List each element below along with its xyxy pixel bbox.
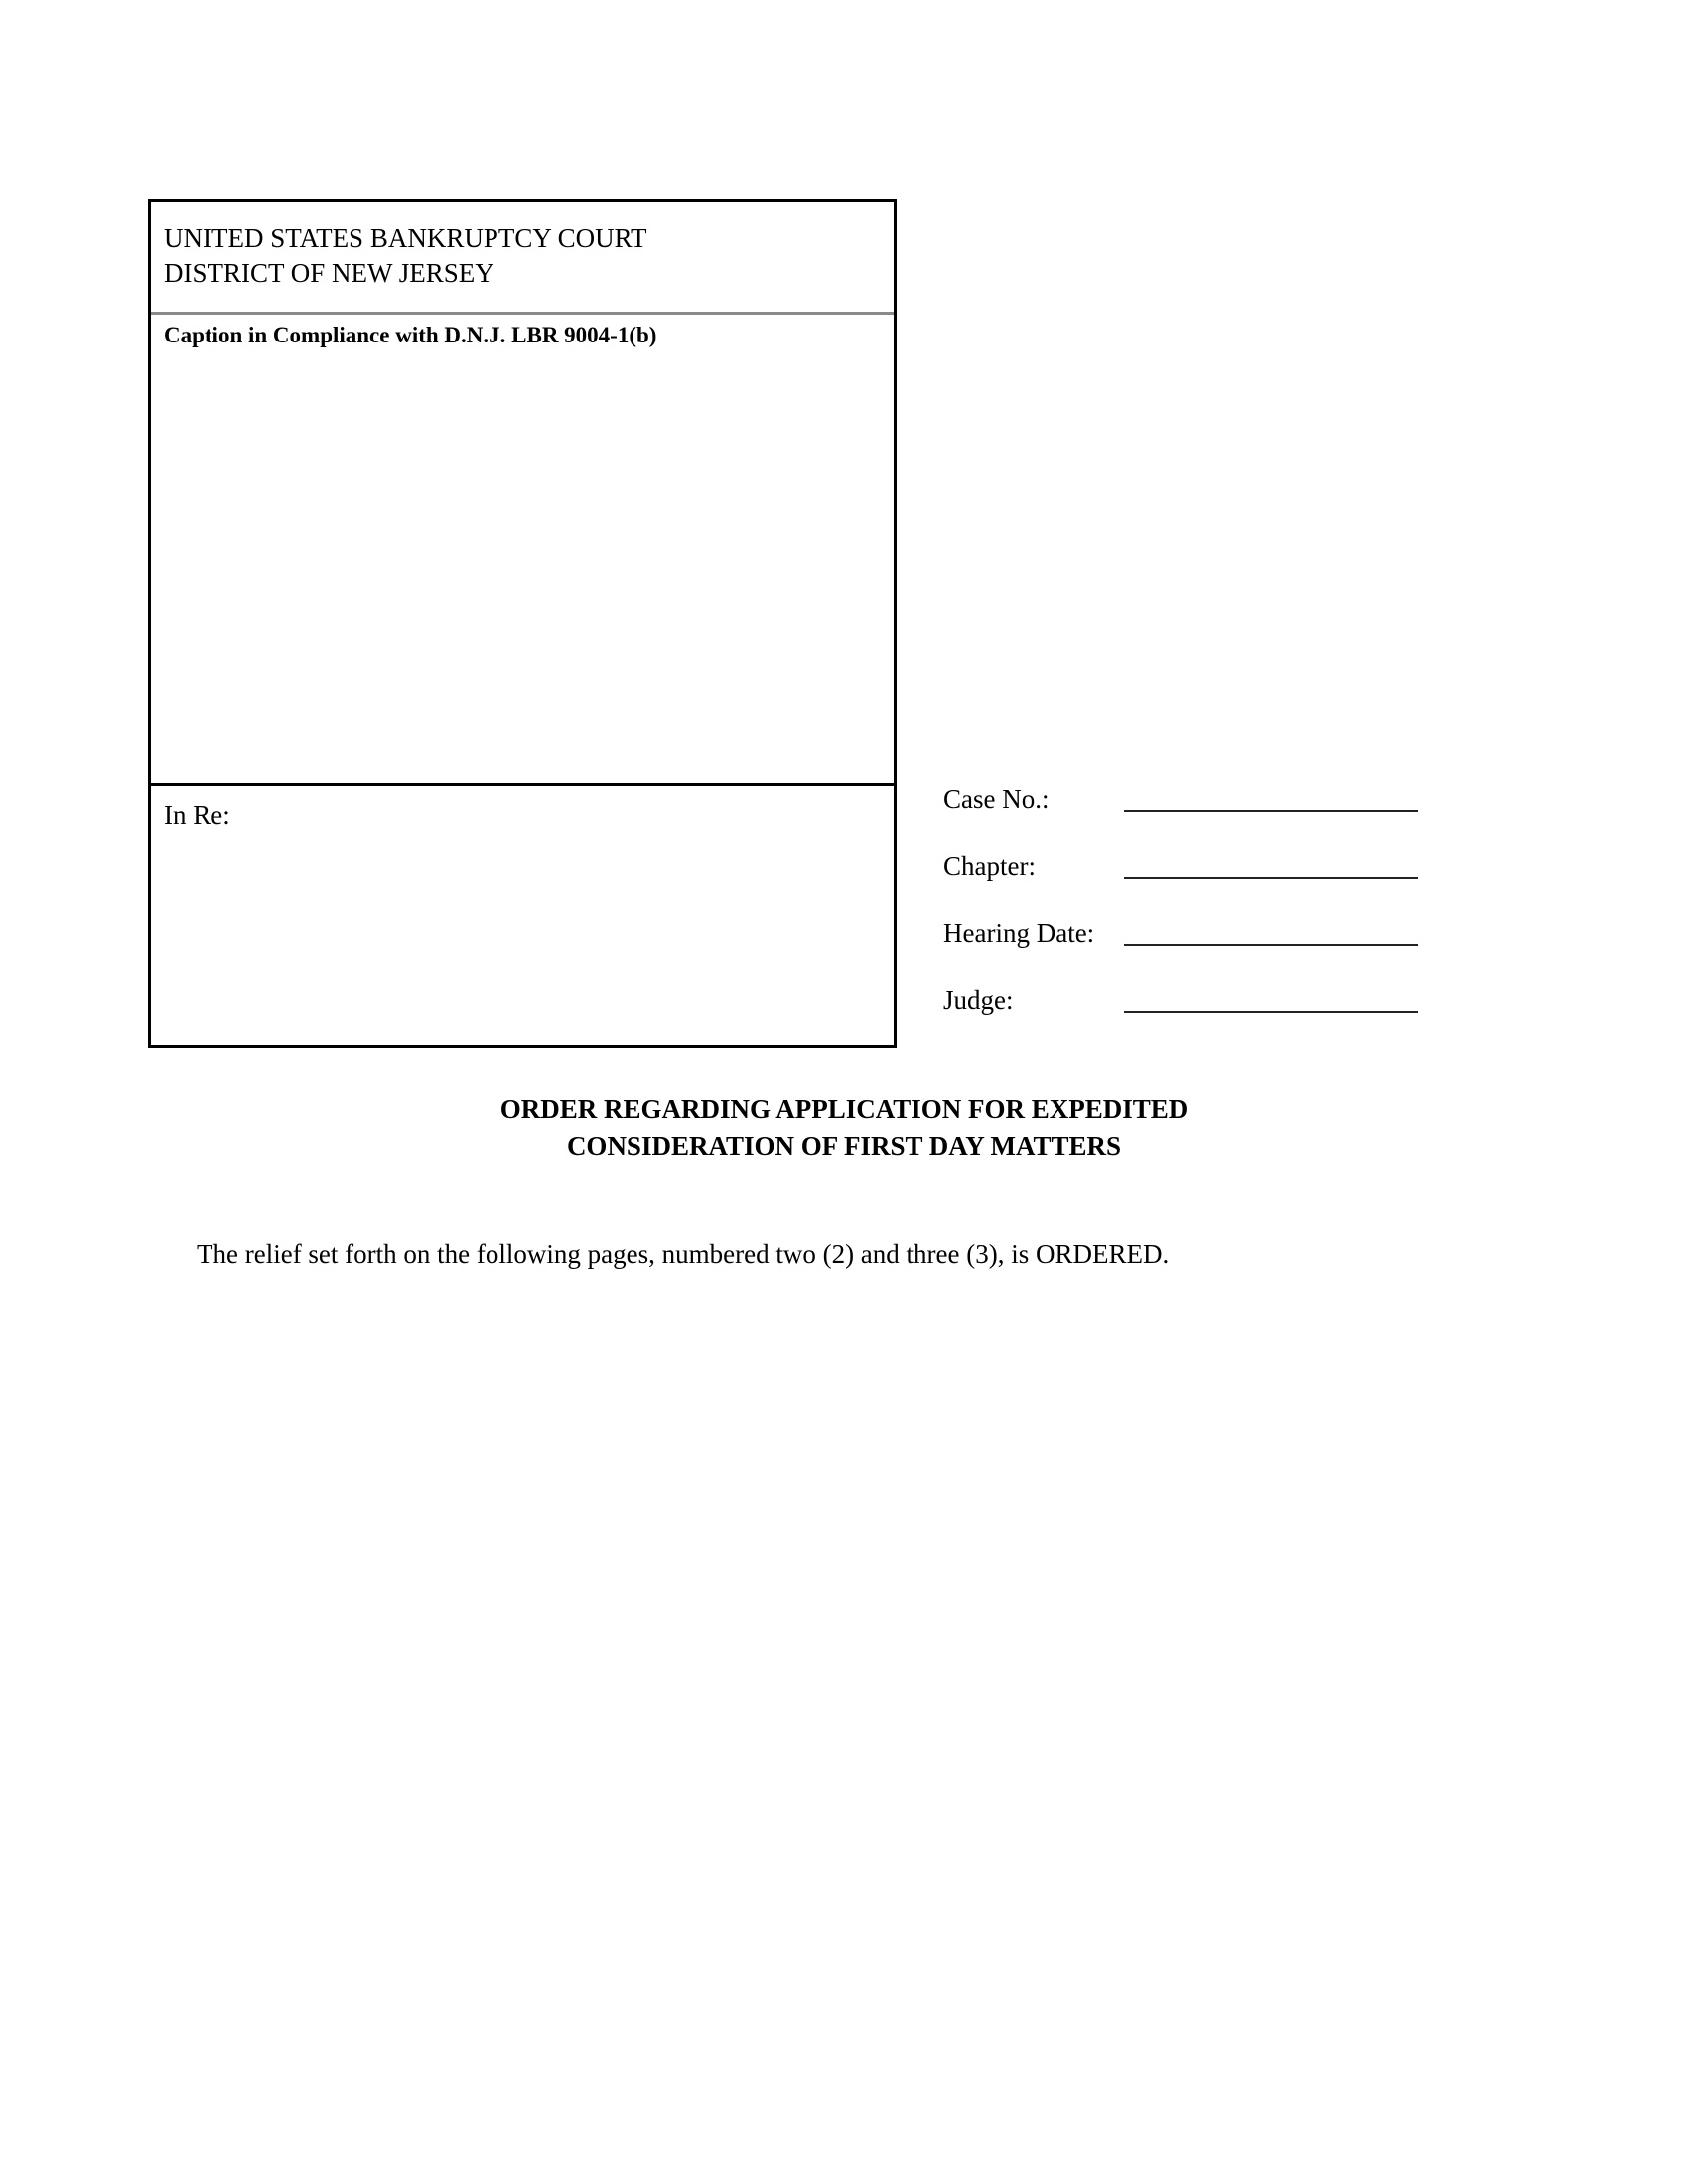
caption-compliance-note: Caption in Compliance with D.N.J. LBR 9004-1(b) [164, 323, 657, 347]
order-body-text: The relief set forth on the following pages, numbered two (2) and three (3), is ORDERED. [197, 1239, 1170, 1269]
case-number-label: Case No.: [943, 784, 1050, 814]
order-title-line1: ORDER REGARDING APPLICATION FOR EXPEDITED [499, 1094, 1189, 1124]
in-re-divider [151, 783, 894, 786]
court-name: UNITED STATES BANKRUPTCY COURT [164, 223, 647, 253]
order-title-line2: CONSIDERATION OF FIRST DAY MATTERS [566, 1131, 1122, 1160]
caption-box [148, 199, 897, 1048]
district-name: DISTRICT OF NEW JERSEY [164, 258, 494, 288]
header-divider [151, 312, 894, 315]
judge-field[interactable] [1124, 1011, 1418, 1013]
judge-label: Judge: [943, 985, 1014, 1015]
hearing-date-label: Hearing Date: [943, 918, 1095, 948]
hearing-date-field[interactable] [1124, 944, 1418, 946]
in-re-label: In Re: [164, 800, 230, 830]
chapter-label: Chapter: [943, 851, 1036, 881]
case-number-field[interactable] [1124, 810, 1418, 812]
chapter-field[interactable] [1124, 877, 1418, 879]
